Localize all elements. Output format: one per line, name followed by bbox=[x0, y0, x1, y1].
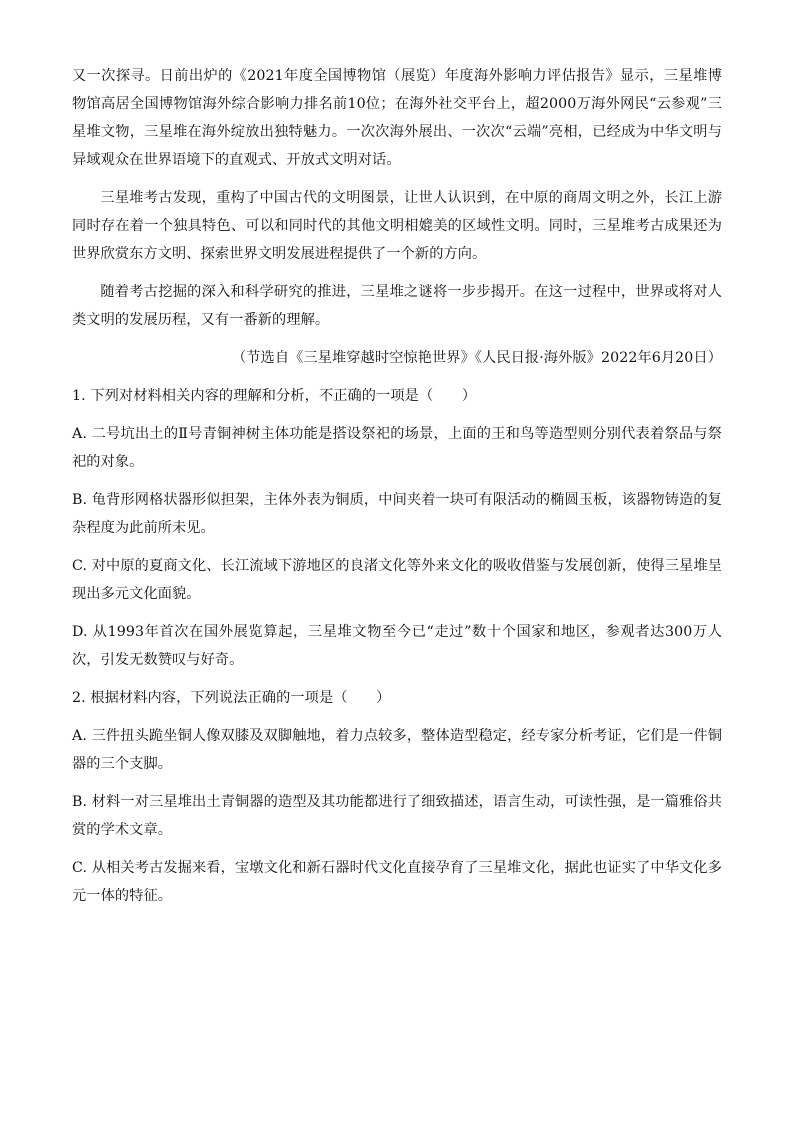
passage-source: （节选自《三星堆穿越时空惊艳世界》《人民日报·海外版》2022年6月20日） bbox=[231, 350, 722, 366]
passage-paragraph-2: 三星堆考古发现，重构了中国古代的文明图景，让世人认识到，在中原的商周文明之外，长江上游同时存在着一个独具特色、可以和同时代的其他文明相媲美的区域性文明。同时，三星堆考古成果还为世界欣赏东方文明、探索世界文明发展进程提供了一个新的方向。 bbox=[72, 190, 722, 262]
question-1-option-b: B. 龟背形网格状器形似担架，主体外表为铜质，中间夹着一块可有限活动的椭圆玉板，该器物铸造的复杂程度为此前所未见。 bbox=[72, 492, 722, 536]
question-1-option-c: C. 对中原的夏商文化、长江流域下游地区的良渚文化等外来文化的吸收借鉴与发展创新，使得三星堆呈现出多元文化面貌。 bbox=[72, 558, 722, 602]
question-1-option-d: D. 从1993年首次在国外展览算起，三星堆文物至今已“走过”数十个国家和地区，参观者达300万人次，引发无数赞叹与好奇。 bbox=[72, 624, 722, 668]
passage-paragraph-3: 随着考古挖掘的深入和科学研究的推进，三星堆之谜将一步步揭开。在这一过程中，世界或将对人类文明的发展历程，又有一番新的理解。 bbox=[72, 284, 722, 328]
question-1-stem: 1. 下列对材料相关内容的理解和分析，不正确的一项是（ ） bbox=[72, 388, 477, 404]
passage-paragraph-1: 又一次探寻。日前出炉的《2021年度全国博物馆（展览）年度海外影响力评估报告》显示，三星堆博物馆高居全国博物馆海外综合影响力排名前10位；在海外社交平台上，超2000万海外网民“云参观”三星堆文物，三星堆在海外绽放出独特魅力。一次次海外展出、一次次“云端”亮相，已经成为中华文明与异域观众在世界语境下的直观式、开放式文明对话。 bbox=[72, 68, 722, 168]
question-2-option-a: A. 三件扭头跪坐铜人像双膝及双脚触地，着力点较多，整体造型稳定，经专家分析考证，它们是一件铜器的三个支脚。 bbox=[72, 728, 722, 772]
question-2-stem: 2. 根据材料内容，下列说法正确的一项是（ ） bbox=[72, 690, 391, 706]
question-2-option-b: B. 材料一对三星堆出土青铜器的造型及其功能都进行了细致描述，语言生动，可读性强，是一篇雅俗共赏的学术文章。 bbox=[72, 794, 722, 838]
question-1-option-a: A. 二号坑出土的Ⅱ号青铜神树主体功能是搭设祭祀的场景，上面的王和鸟等造型则分别代表着祭品与祭祀的对象。 bbox=[72, 426, 722, 470]
question-2-option-c: C. 从相关考古发掘来看，宝墩文化和新石器时代文化直接孕育了三星堆文化，据此也证实了中华文化多元一体的特征。 bbox=[72, 860, 722, 904]
document-page bbox=[72, 62, 722, 910]
